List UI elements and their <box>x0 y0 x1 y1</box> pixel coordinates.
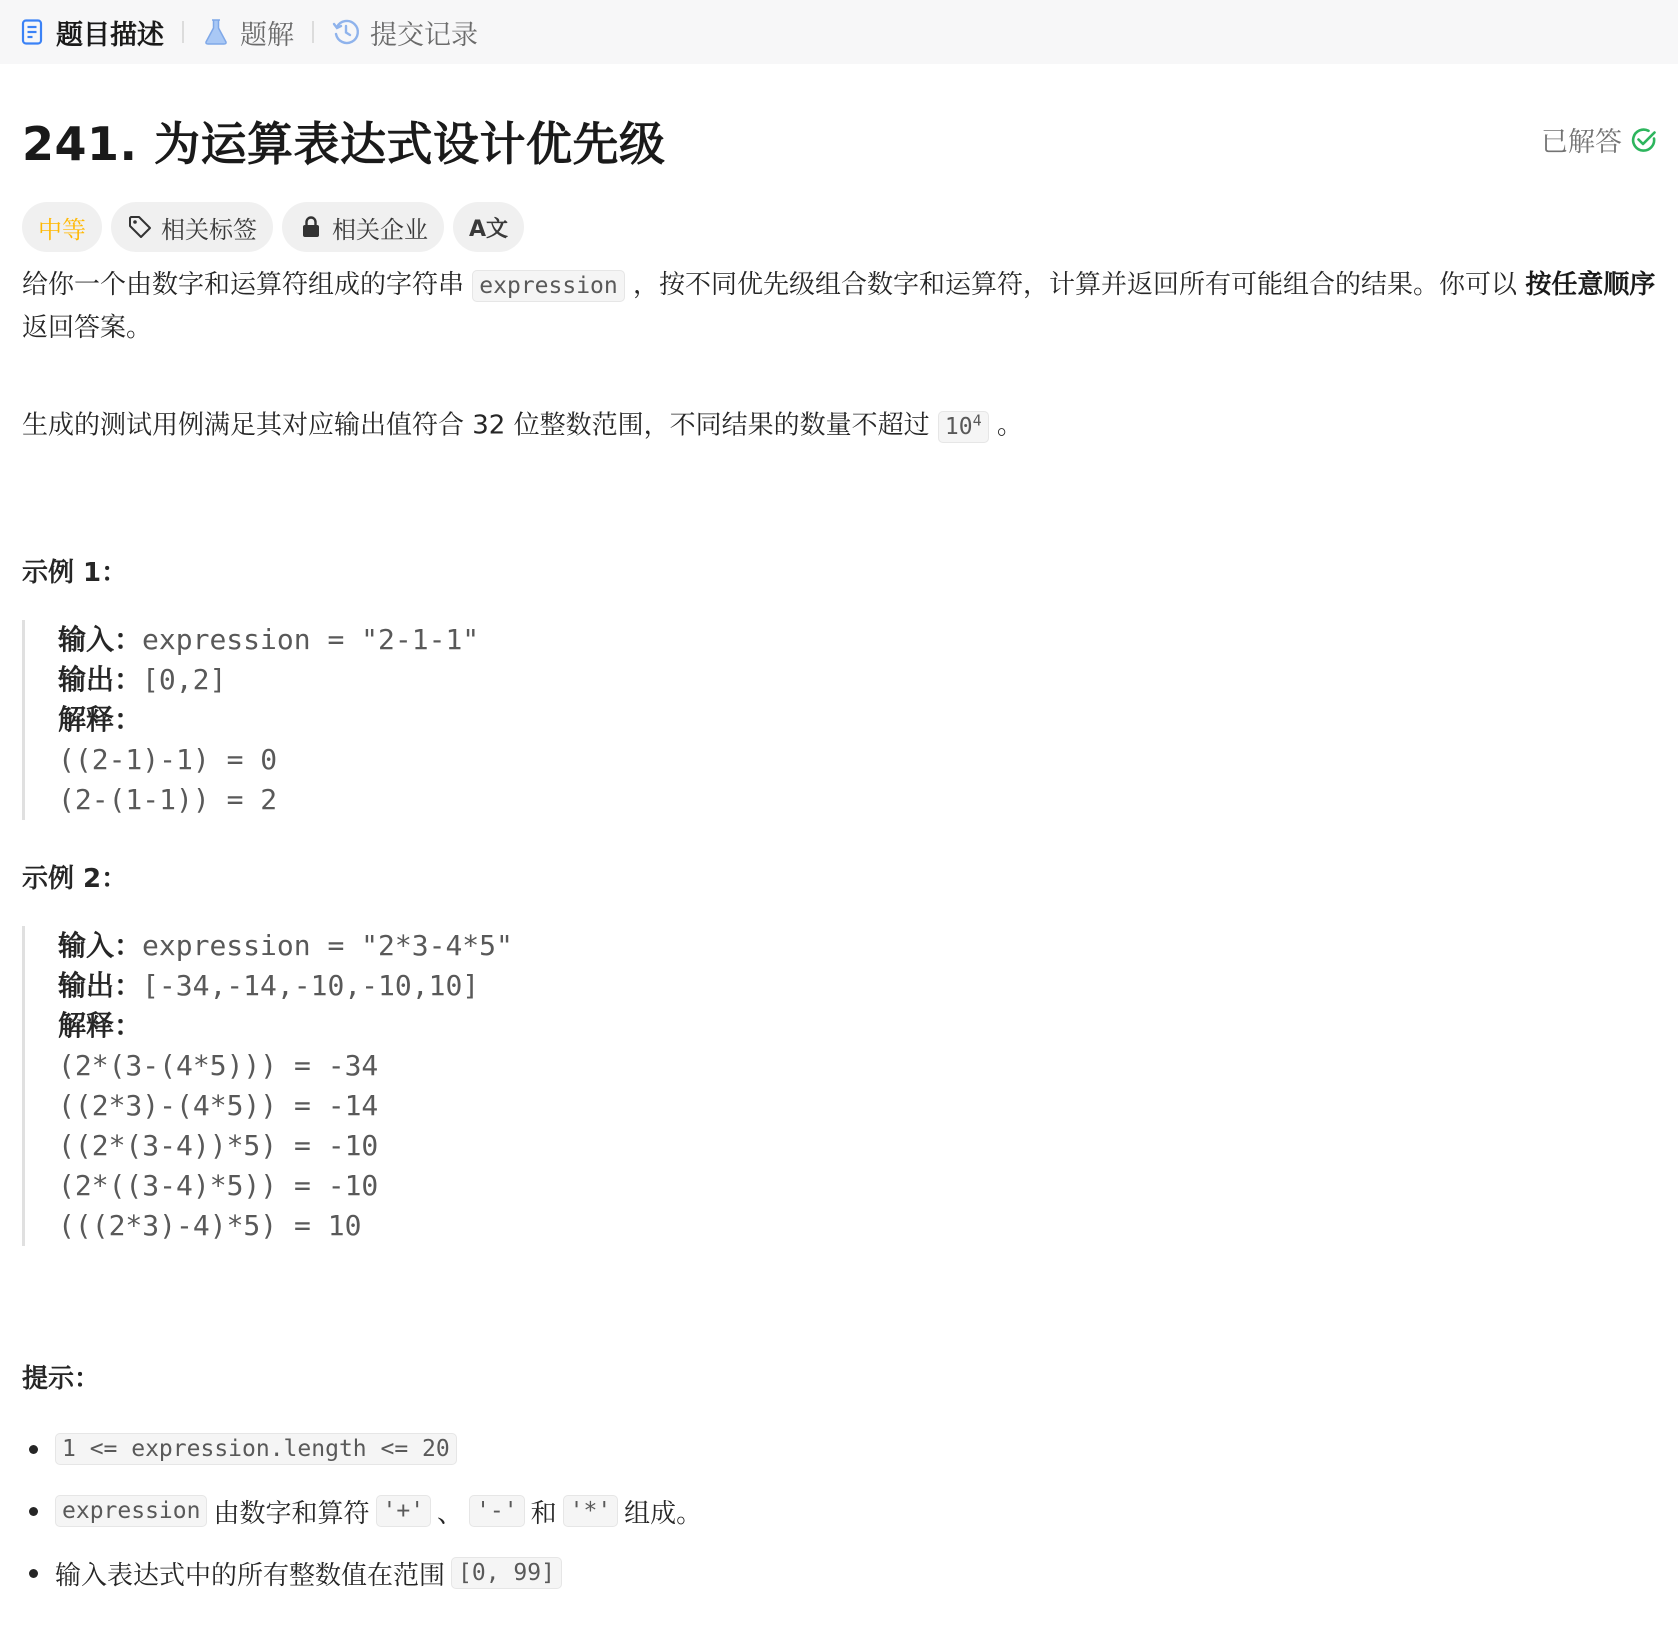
tab-label: 提交记录 <box>370 19 478 51</box>
check-circle-icon <box>1630 126 1658 154</box>
tag-row <box>22 202 524 252</box>
example-1-block <box>22 620 1522 820</box>
hint-item: expression 由数字和算符 '+' 、 '-' 和 '*' 组成。 <box>22 1480 1622 1542</box>
related-tags-button[interactable] <box>111 202 273 252</box>
example-2-block <box>22 926 1522 1246</box>
tab-submissions[interactable] <box>332 12 478 52</box>
hints-list <box>22 1418 1622 1604</box>
example-input: 输入：expression = "2-1-1" <box>58 623 480 656</box>
hint-item <box>22 1418 1622 1480</box>
solved-status <box>1541 120 1658 159</box>
example-explain-line: (2-(1-1)) = 2 <box>58 783 278 816</box>
lock-icon <box>298 214 324 240</box>
hints-title: 提示： <box>22 1364 101 1394</box>
example-explain-line: ((2*3)-(4*5)) = -14 <box>58 1089 379 1122</box>
inline-code: '+' <box>376 1495 432 1527</box>
tab-divider <box>182 21 184 43</box>
tag-icon <box>127 214 153 240</box>
example-output: 输出：[0,2] <box>58 663 227 696</box>
bold-text: 按任意顺序 <box>1525 270 1656 300</box>
inline-code: '*' <box>563 1495 619 1527</box>
inline-code: '-' <box>469 1495 525 1527</box>
inline-code-power: $10^4$ <box>938 411 989 443</box>
example-output: 输出：[-34,-14,-10,-10,10] <box>58 969 480 1002</box>
flask-icon <box>202 18 230 46</box>
example-explain-line: ((2-1)-1) = 0 <box>58 743 278 776</box>
example-explain-line: ((2*(3-4))*5) = -10 <box>58 1129 379 1162</box>
example-explain-label: 解释： <box>58 1009 143 1042</box>
tag-label: 相关企业 <box>332 215 428 244</box>
example-explain-line: (2*(3-(4*5))) = -34 <box>58 1049 379 1082</box>
difficulty-badge[interactable]: 中等 <box>22 202 102 252</box>
example-explain-label: 解释： <box>58 703 143 736</box>
translate-button[interactable] <box>453 202 524 252</box>
example-explain-line: (2*((3-4)*5)) = -10 <box>58 1169 379 1202</box>
inline-code: 1 <= expression.length <= 20 <box>55 1433 457 1465</box>
problem-title: 241. 为运算表达式设计优先级 <box>22 117 666 171</box>
tab-label: 题目描述 <box>56 19 164 51</box>
tab-solutions[interactable] <box>202 12 294 52</box>
tab-divider <box>312 21 314 43</box>
document-icon <box>18 18 46 46</box>
example-input: 输入：expression = "2*3-4*5" <box>58 929 513 962</box>
tag-label: 相关标签 <box>161 215 257 244</box>
inline-code: expression <box>472 270 624 302</box>
example-1-title: 示例 1： <box>22 558 128 588</box>
inline-code: expression <box>55 1495 207 1527</box>
example-2-title: 示例 2： <box>22 864 128 894</box>
related-companies-button[interactable] <box>282 202 444 252</box>
inline-code: [0, 99] <box>451 1557 562 1589</box>
hint-item: 输入表达式中的所有整数值在范围 [0, 99] <box>22 1542 1622 1604</box>
translate-icon: A文 <box>469 216 509 242</box>
tab-bar <box>0 0 1678 64</box>
description-paragraph-2: 生成的测试用例满足其对应输出值符合 32 位整数范围，不同结果的数量不超过 $10^4$ 。 <box>22 410 1023 441</box>
tab-label: 题解 <box>240 19 294 51</box>
history-icon <box>332 18 360 46</box>
description-paragraph-1: 给你一个由数字和运算符组成的字符串 expression ，按不同优先级组合数字和运算符，计算并返回所有可能组合的结果。你可以 按任意顺序 返回答案。 <box>22 270 1656 343</box>
solved-label: 已解答 <box>1541 127 1622 158</box>
example-explain-line: (((2*3)-4)*5) = 10 <box>58 1209 362 1242</box>
tab-description[interactable] <box>18 12 164 52</box>
